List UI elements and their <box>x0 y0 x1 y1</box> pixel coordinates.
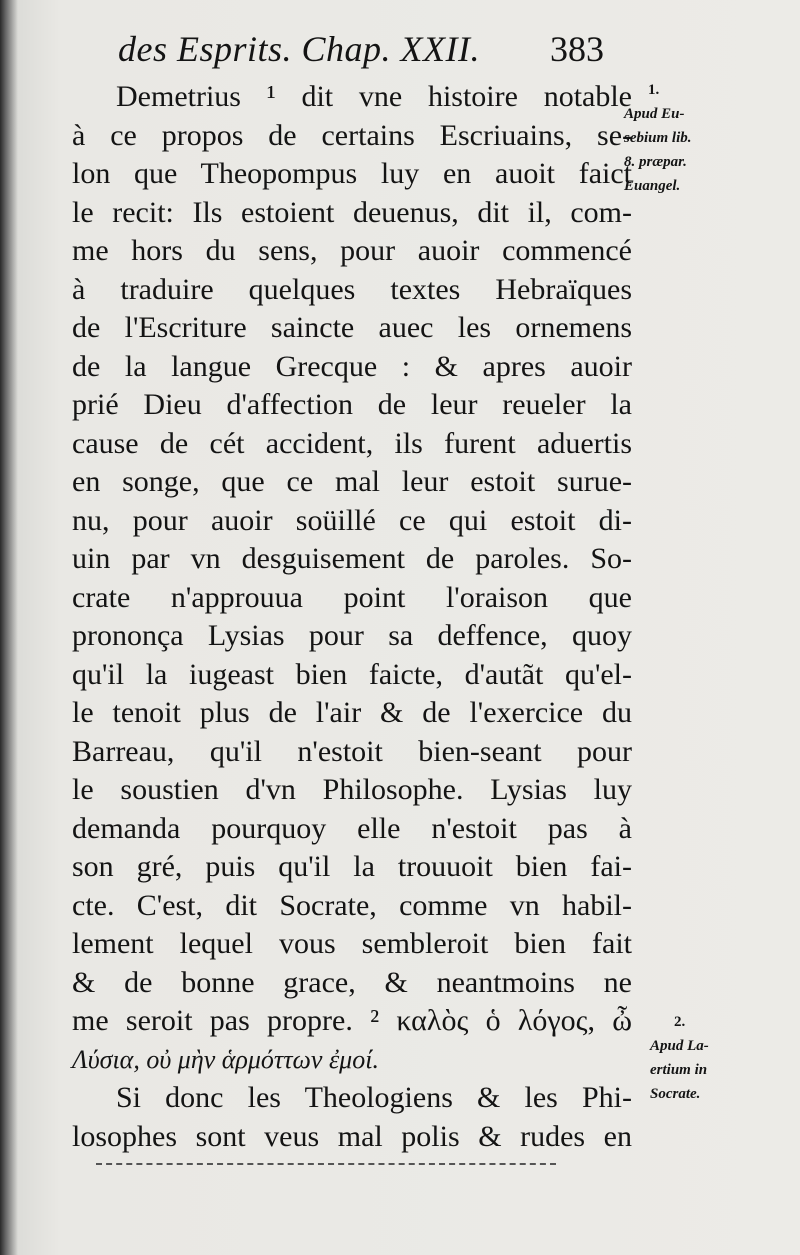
running-header <box>118 28 618 70</box>
margin-note-line: 8. præpar. <box>624 154 687 170</box>
body-line: Barreau, qu'il n'estoit bien-seant pour <box>72 734 632 768</box>
body-line: Si donc les Theologiens & les Phi- <box>116 1081 632 1114</box>
body-line: cte. C'est, dit Socrate, comme vn habil- <box>72 888 632 922</box>
page-number: 383 <box>550 29 604 69</box>
margin-note-line: Apud Eu- <box>624 106 685 122</box>
body-line: prié Dieu d'affection de leur reueler la <box>72 388 632 421</box>
margin-note-marker: 2. <box>674 1014 686 1030</box>
margin-note-line: sebium lib. <box>624 130 692 146</box>
body-line: nu, pour auoir soüillé ce qui estoit di- <box>72 503 632 537</box>
body-line: cause de cét accident, ils furent aduertis <box>72 426 632 460</box>
body-line: le soustien d'vn Philosophe. Lysias luy <box>72 773 632 806</box>
body-line: me hors du sens, pour auoir commencé <box>72 234 632 267</box>
margin-note-marker: 1. <box>648 82 660 98</box>
body-line: le tenoit plus de l'air & de l'exercice du <box>72 696 632 729</box>
body-line: qu'il la iugeast bien faicte, d'autãt qu'el- <box>72 657 632 691</box>
body-line: son gré, puis qu'il la trouuoit bien fai- <box>72 850 632 883</box>
body-line: demanda pourquoy elle n'estoit pas à <box>72 811 632 845</box>
margin-note-line: Socrate. <box>650 1086 701 1102</box>
body-line: uin par vn desguisement de paroles. So- <box>72 542 632 575</box>
margin-note-line: ertium in <box>650 1062 708 1078</box>
body-line: de l'Escriture saincte auec les ornemens <box>72 311 632 344</box>
body-line: à traduire quelques textes Hebraïques <box>72 272 632 306</box>
body-line: à ce propos de certains Escriuains, se- <box>72 118 632 152</box>
body-line: & de bonne grace, & neantmoins ne <box>72 965 632 999</box>
bottom-rule <box>96 1163 556 1165</box>
body-line: Demetrius ¹ dit vne histoire notable <box>116 80 632 113</box>
margin-note-1 <box>624 78 692 198</box>
body-line: losophes sont veus mal polis & rudes en <box>72 1119 632 1153</box>
body-line: prononça Lysias pour sa deffence, quoy <box>72 619 632 652</box>
body-line: le recit: Ils estoient deuenus, dit il, com- <box>72 195 632 229</box>
margin-note-line: Apud La- <box>650 1038 709 1054</box>
body-line: de la langue Grecque : & apres auoir <box>72 349 632 383</box>
body-line: en songe, que ce mal leur estoit surue- <box>72 465 632 498</box>
body-line: lement lequel vous sembleroit bien fait <box>72 927 632 960</box>
body-line: crate n'approuua point l'oraison que <box>72 580 632 614</box>
margin-note-2 <box>650 1010 709 1106</box>
running-title: des Esprits. Chap. XXII. <box>118 29 480 69</box>
greek-quote-line: Λύσια, οὐ μὴν ἁρμόττων ἐμοί. <box>72 1044 379 1074</box>
body-text <box>72 78 632 1156</box>
body-line: lon que Theopompus luy en auoit faict <box>72 157 632 190</box>
margin-note-line: Euangel. <box>624 178 681 194</box>
body-line: me seroit pas propre. ² καλὸς ὁ λόγος, ὦ <box>72 1004 632 1037</box>
